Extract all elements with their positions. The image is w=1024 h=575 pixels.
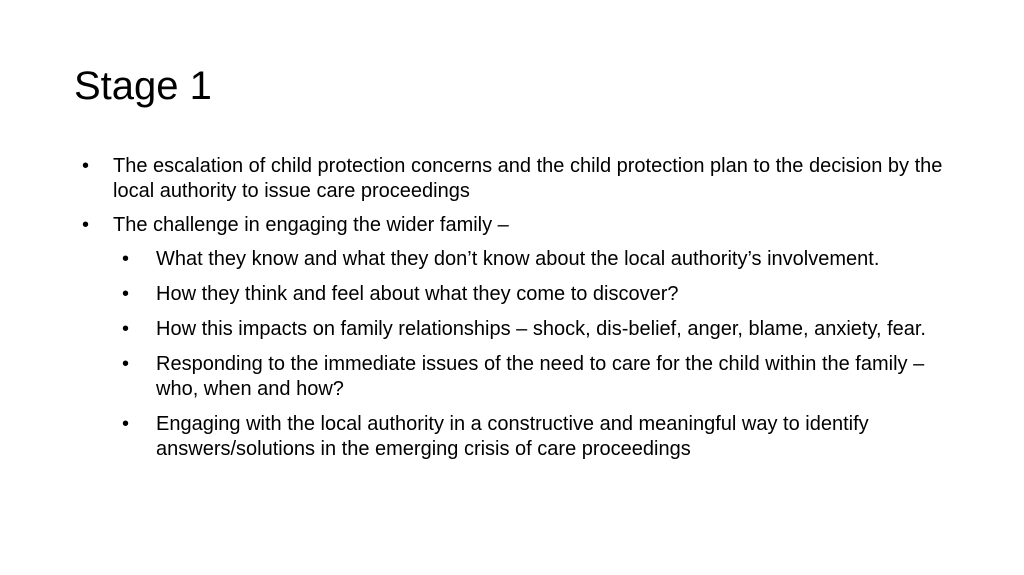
bullet-dot-icon: • (122, 283, 130, 305)
bullet-dot-icon: • (122, 248, 130, 270)
bullet-item-2 (82, 213, 962, 238)
sub-bullet-item-5 (82, 412, 962, 462)
bullet-dot-icon: • (122, 413, 130, 435)
bullet-text: How this impacts on family relationships – shock, dis-belief, anger, blame, anxiety, fear. (156, 318, 926, 340)
bullet-list (82, 154, 962, 472)
sub-bullet-item-2 (82, 282, 962, 307)
bullet-text: Responding to the immediate issues of the need to care for the child within the family – who, when and how? (156, 353, 925, 400)
bullet-dot-icon: • (122, 318, 130, 340)
sub-bullet-item-1 (82, 247, 962, 272)
slide-title: Stage 1 (74, 64, 212, 108)
sub-bullet-item-3 (82, 317, 962, 342)
bullet-text: The escalation of child protection concerns and the child protection plan to the decision by the local authority to issue care proceedings (113, 155, 943, 202)
bullet-item-1 (82, 154, 962, 204)
bullet-text: Engaging with the local authority in a constructive and meaningful way to identify answers/solutions in the emerging crisis of care proceedings (156, 413, 869, 460)
bullet-text: What they know and what they don’t know about the local authority’s involvement. (156, 248, 880, 270)
bullet-text: How they think and feel about what they come to discover? (156, 283, 679, 305)
bullet-dot-icon: • (122, 353, 130, 375)
bullet-dot-icon: • (82, 214, 90, 236)
sub-bullet-item-4 (82, 352, 962, 402)
bullet-dot-icon: • (82, 155, 90, 177)
bullet-text: The challenge in engaging the wider family – (113, 214, 509, 236)
